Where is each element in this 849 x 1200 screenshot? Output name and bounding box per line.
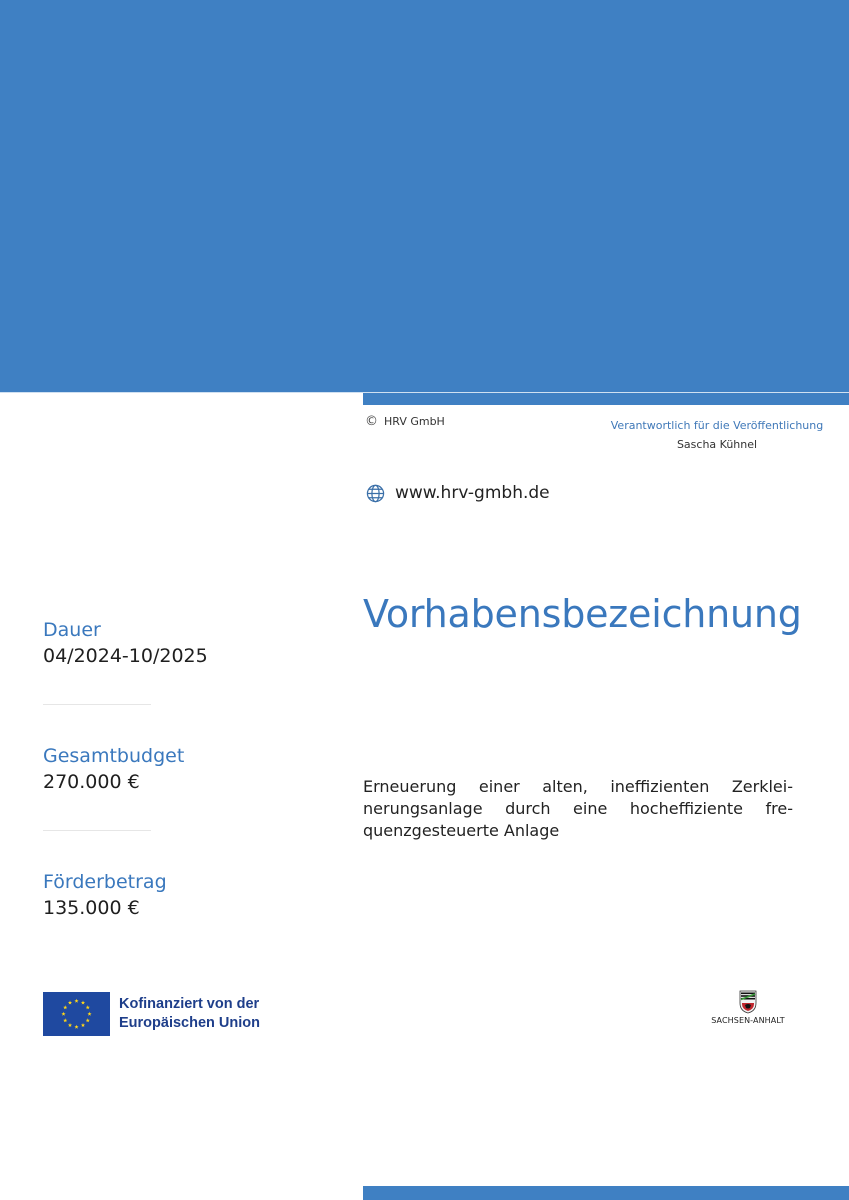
website-link[interactable] bbox=[366, 483, 550, 503]
project-description: Erneuerung einer alten, ineffizienten Zerkleinerungsanlage durch eine hocheffiziente frequenzgesteuerte Anlage bbox=[363, 777, 793, 840]
header-banner bbox=[0, 0, 849, 392]
website-url[interactable]: www.hrv-gmbh.de bbox=[395, 483, 550, 503]
responsible-name: Sascha Kühnel bbox=[676, 438, 758, 451]
fact-label: Gesamtbudget bbox=[43, 745, 185, 767]
eu-flag-icon bbox=[43, 992, 110, 1036]
copyright-holder: HRV GmbH bbox=[384, 415, 445, 428]
eu-text-line1: Kofinanziert von der bbox=[119, 996, 260, 1012]
copyright-notice bbox=[365, 414, 445, 429]
eu-text-line2: Europäischen Union bbox=[119, 1015, 260, 1031]
copyright-icon: © bbox=[365, 414, 378, 429]
fact-total-budget bbox=[43, 743, 184, 795]
fact-value: 270.000 € bbox=[43, 771, 140, 793]
responsible-label: Verantwortlich für die Veröffentlichung bbox=[610, 419, 824, 432]
eu-cofunding-logo bbox=[43, 992, 260, 1036]
footer-bar bbox=[363, 1186, 849, 1200]
accent-bar bbox=[363, 393, 849, 405]
coat-of-arms-icon bbox=[739, 990, 757, 1014]
fact-label: Dauer bbox=[43, 619, 101, 641]
sachsen-anhalt-logo bbox=[708, 990, 788, 1025]
eu-cofunding-text bbox=[119, 995, 260, 1033]
globe-icon bbox=[366, 484, 385, 503]
project-title: Vorhabensbezeichnung bbox=[363, 592, 802, 636]
fact-label: Förderbetrag bbox=[43, 871, 167, 893]
fact-divider bbox=[43, 830, 151, 831]
responsible-block bbox=[602, 416, 832, 454]
fact-value: 04/2024-10/2025 bbox=[43, 645, 208, 667]
fact-duration bbox=[43, 617, 208, 669]
fact-divider bbox=[43, 704, 151, 705]
sachsen-anhalt-label: SACHSEN-ANHALT bbox=[711, 1016, 785, 1025]
fact-funding-amount bbox=[43, 869, 167, 921]
fact-value: 135.000 € bbox=[43, 897, 140, 919]
